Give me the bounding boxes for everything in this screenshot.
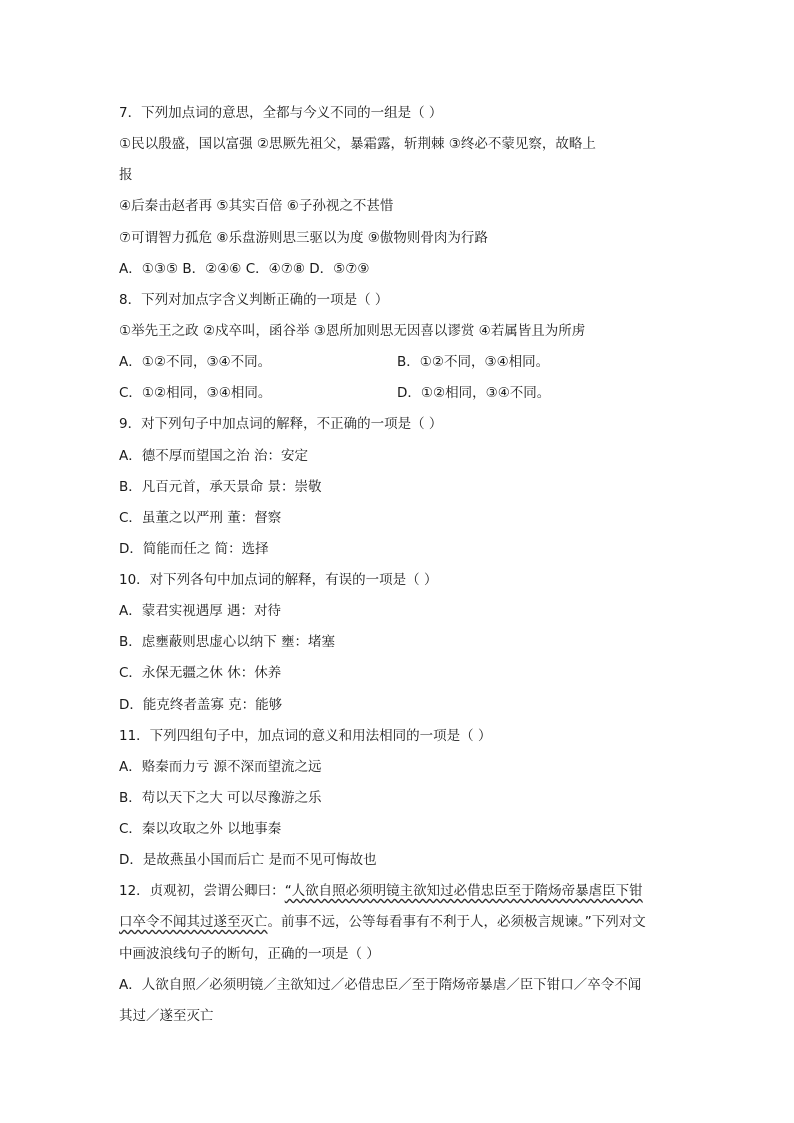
text-line: A．赂秦而力亏 源不深而望流之远 xyxy=(119,759,322,775)
text-line: D．能克终者盖寡 克：能够 xyxy=(119,697,283,713)
text-line: B．凡百元首，承天景命 景：崇敬 xyxy=(119,479,322,495)
text-line: A．德不厚而望国之治 治：安定 xyxy=(119,448,309,464)
text-line: D．简能而任之 简：选择 xyxy=(119,541,269,557)
text-line: 12．贞观初，尝谓公卿曰：“人欲自照必须明镜主欲知过必借忠臣至于隋炀帝暴虐臣下钳 xyxy=(119,883,643,899)
text-line: C．永保无疆之休 休：休养 xyxy=(119,665,282,681)
text-line: A．人欲自照／必须明镜／主欲知过／必借忠臣／至于隋炀帝暴虐／臣下钳口／卒令不闻 xyxy=(119,977,642,993)
text-line: B．①②不同，③④相同。 xyxy=(397,354,550,370)
text-line: B．苟以天下之大 可以尽豫游之乐 xyxy=(119,790,322,806)
text-line: 8．下列对加点字含义判断正确的一项是（ ） xyxy=(119,292,389,308)
text-line: C．①②相同，③④相同。 xyxy=(119,385,272,401)
text-line: 其过／遂至灭亡 xyxy=(119,1008,214,1024)
text-line: B．虑壅蔽则思虚心以纳下 壅：堵塞 xyxy=(119,634,336,650)
text-line: A．蒙君实视遇厚 遇：对待 xyxy=(119,603,282,619)
text-line: C．秦以攻取之外 以地事秦 xyxy=(119,821,282,837)
text-line: C．虽董之以严刑 董：督察 xyxy=(119,510,282,526)
text-line: D．①②相同，③④不同。 xyxy=(397,385,551,401)
text-line: 报 xyxy=(119,167,133,183)
text-line: D．是故燕虽小国而后亡 是而不见可悔故也 xyxy=(119,852,377,868)
text-line: A．①③⑤ B．②④⑥ C．④⑦⑧ D．⑤⑦⑨ xyxy=(119,261,370,277)
text-line: 11．下列四组句子中，加点词的意义和用法相同的一项是（ ） xyxy=(119,728,492,744)
text-line: ①民以殷盛，国以富强 ②思厥先祖父，暴霜露，斩荆棘 ③终必不蒙见察，故略上 xyxy=(119,136,596,152)
text-line: 7．下列加点词的意思，全都与今义不同的一组是（ ） xyxy=(119,105,443,121)
text-line: ①举先王之政 ②戍卒叫，函谷举 ③恩所加则思无因喜以谬赏 ④若属皆且为所虏 xyxy=(119,323,586,339)
text-line: A．①②不同，③④不同。 xyxy=(119,354,272,370)
text-line: ④后秦击赵者再 ⑤其实百倍 ⑥子孙视之不甚惜 xyxy=(119,198,394,214)
text-line: ⑦可谓智力孤危 ⑧乐盘游则思三驱以为度 ⑨傲物则骨肉为行路 xyxy=(119,230,488,246)
text-line: 9．对下列句子中加点词的解释，不正确的一项是（ ） xyxy=(119,416,443,432)
text-line: 10．对下列各句中加点词的解释，有误的一项是（ ） xyxy=(119,572,438,588)
text-line: 中画波浪线句子的断句，正确的一项是（ ） xyxy=(119,946,380,962)
text-line: 口卒令不闻其过遂至灭亡。前事不远，公等每看事有不利于人，必须极言规谏。”下列对文 xyxy=(119,914,646,930)
